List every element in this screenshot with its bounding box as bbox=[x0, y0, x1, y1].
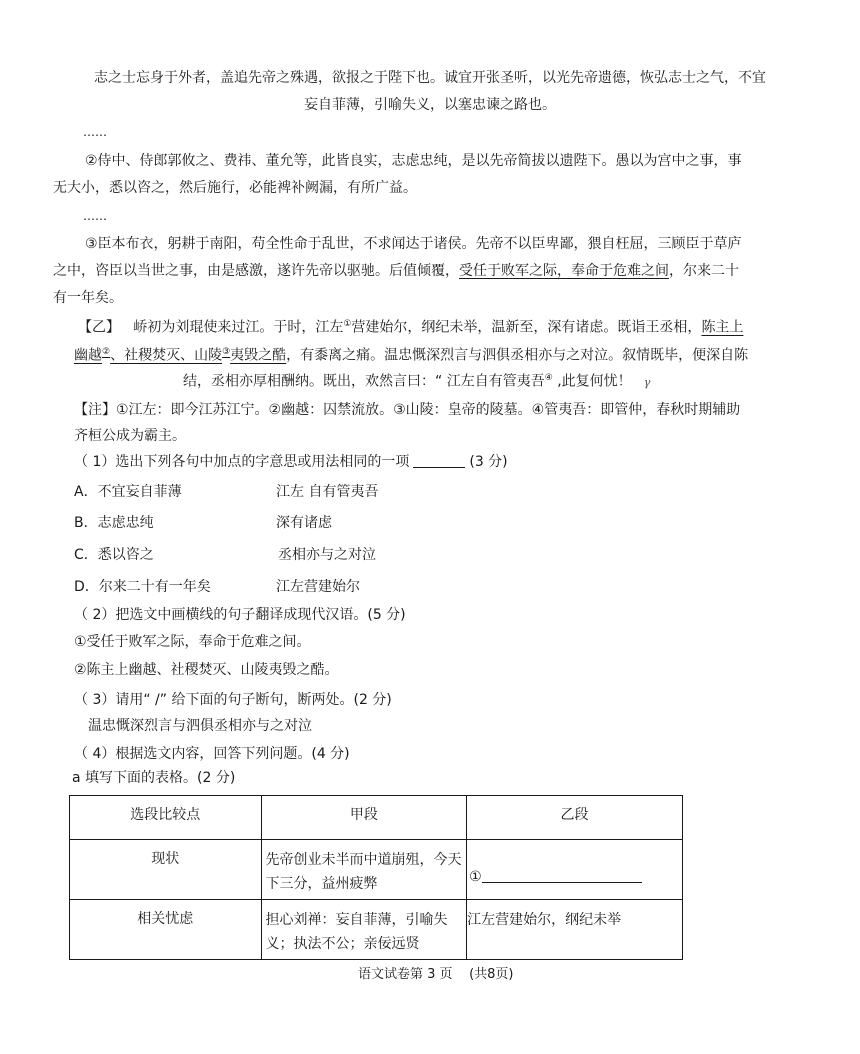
note-line: 齐桓公成为霸主。 bbox=[74, 428, 186, 444]
question-4a-stem: a 填写下面的表格。(2 分) bbox=[72, 770, 236, 786]
answer-blank[interactable] bbox=[413, 453, 465, 468]
underlined-sentence-2: 幽越 bbox=[74, 347, 102, 364]
underlined-sentence-1: 受任于败军之际，奉命于危难之间 bbox=[459, 263, 669, 279]
footnote-ref: ③ bbox=[222, 347, 231, 357]
text-line: 志之士忘身于外者，盖追先帝之殊遇，欲报之于陛下也。诚宜开张圣听，以光先帝遗德，恢弘志士之气，不宜 bbox=[94, 70, 766, 86]
question-2-item-1: ①受任于败军之际，奉命于危难之间。 bbox=[74, 634, 311, 650]
table-cell-point: 现状 bbox=[70, 840, 262, 900]
question-3-stem: （ 3）请用“ /” 给下面的句子断句，断两处。(2 分) bbox=[74, 692, 392, 708]
table-header: 选段比较点 bbox=[70, 796, 262, 840]
text-line: ②侍中、侍郎郭攸之、费祎、董允等，此皆良实，志虑忠纯，是以先帝简拔以遗陛下。愚以为宫中之事，事 bbox=[85, 153, 742, 169]
text-span: ，尔来二十 bbox=[669, 263, 739, 279]
option-a-pair: 江左 自有管夷吾 bbox=[276, 484, 379, 500]
text-line: ③臣本布衣，躬耕于南阳，苟全性命于乱世，不求闻达于诸侯。先帝不以臣卑鄙，猥自枉屈，三顾臣于草庐 bbox=[85, 236, 742, 252]
underlined-sentence-2: 陈主上 bbox=[701, 319, 744, 336]
text-span: 峤初为刘琨使来过江。于时，江左 bbox=[133, 319, 344, 336]
option-b: B．志虑忠纯 bbox=[74, 515, 154, 531]
table-header-row bbox=[70, 796, 683, 840]
table-row bbox=[70, 840, 683, 900]
comparison-table bbox=[69, 795, 683, 960]
question-2-stem: （ 2）把选文中画横线的句子翻译成现代汉语。(5 分) bbox=[74, 607, 406, 623]
text-line bbox=[183, 367, 650, 394]
text-line bbox=[53, 260, 739, 282]
scan-mark: γ bbox=[643, 375, 651, 389]
text-span: （ 1）选出下列各句中加点的字意思或用法相同的一项 bbox=[74, 454, 410, 470]
underlined-sentence-2: 、社稷焚灭、山陵 bbox=[110, 347, 223, 364]
table-cell-jia: 担心刘禅：妄自菲薄，引喻失义；执法不公；亲佞远贤 bbox=[261, 900, 467, 960]
table-row bbox=[70, 900, 683, 960]
question-3-sentence: 温忠慨深烈言与泗俱丞相亦与之对泣 bbox=[88, 718, 312, 734]
text-span: 结，丞相亦厚相酬纳。既出，欢然言曰：“ 江左自有管夷吾 bbox=[183, 373, 545, 390]
option-c: C．悉以咨之 bbox=[74, 547, 154, 563]
question-4-stem: （ 4）根据选文内容，回答下列问题。(4 分) bbox=[74, 746, 350, 762]
text-line: 妄自菲薄，引喻失义，以塞忠谏之路也。 bbox=[304, 97, 556, 113]
table-cell-point: 相关忧虑 bbox=[70, 900, 262, 960]
text-line: 有一年矣。 bbox=[53, 290, 123, 306]
table-header: 甲段 bbox=[261, 796, 467, 840]
footnote-ref: ④ bbox=[544, 373, 553, 383]
note-line: 【注】①江左：即今江苏江宁。②幽越：囚禁流放。③山陵：皇帝的陵墓。④管夷吾：即管仲，春秋时期辅助 bbox=[74, 402, 741, 418]
ellipsis: …… bbox=[83, 209, 107, 223]
table-cell-yi bbox=[467, 840, 683, 900]
text-line bbox=[74, 341, 748, 367]
text-span: 之中，咨臣以当世之事，由是感激，遂许先帝以驱驰。后值倾覆， bbox=[53, 263, 459, 279]
option-a: A．不宜妄自菲薄 bbox=[74, 484, 182, 500]
option-b-pair: 深有诸虑 bbox=[276, 515, 332, 531]
question-1-stem bbox=[74, 451, 508, 473]
table-cell-yi: 江左营建始尔，纲纪未举 bbox=[467, 900, 683, 960]
option-c-pair: 丞相亦与之对泣 bbox=[278, 547, 376, 563]
text-line: 无大小，悉以咨之，然后施行，必能裨补阙漏，有所广益。 bbox=[53, 180, 417, 196]
underlined-sentence-2: 夷毁之酷 bbox=[230, 347, 287, 364]
option-d: D．尔来二十有一年矣 bbox=[74, 579, 211, 595]
table-header: 乙段 bbox=[467, 796, 683, 840]
ellipsis: …… bbox=[83, 125, 107, 139]
blank-number: ① bbox=[469, 869, 482, 885]
footnote-ref: ① bbox=[343, 319, 352, 329]
page-footer bbox=[358, 964, 514, 986]
table-cell-jia: 先帝创业未半而中道崩殂，今天下三分，益州疲弊 bbox=[261, 840, 467, 900]
text-span: (3 分) bbox=[469, 454, 508, 470]
option-d-pair: 江左营建始尔 bbox=[276, 579, 360, 595]
text-span: ,此复何忧！ bbox=[552, 373, 632, 390]
section-label: 【乙】 bbox=[78, 319, 120, 336]
footnote-ref: ② bbox=[102, 347, 111, 357]
answer-blank[interactable] bbox=[482, 868, 642, 883]
page-total: (共8页) bbox=[469, 967, 514, 982]
page-number: 语文试卷第 3 页 bbox=[358, 967, 453, 982]
question-2-item-2: ②陈主上幽越、社稷焚灭、山陵夷毁之酷。 bbox=[74, 662, 339, 678]
text-span: 营建始尔，纲纪未举，温新至，深有诸虑。既诣王丞相， bbox=[351, 319, 702, 336]
text-line bbox=[78, 313, 743, 339]
text-span: ，有黍离之痛。温忠慨深烈言与泗俱丞相亦与之对泣。叙情既毕，便深自陈 bbox=[286, 347, 749, 364]
